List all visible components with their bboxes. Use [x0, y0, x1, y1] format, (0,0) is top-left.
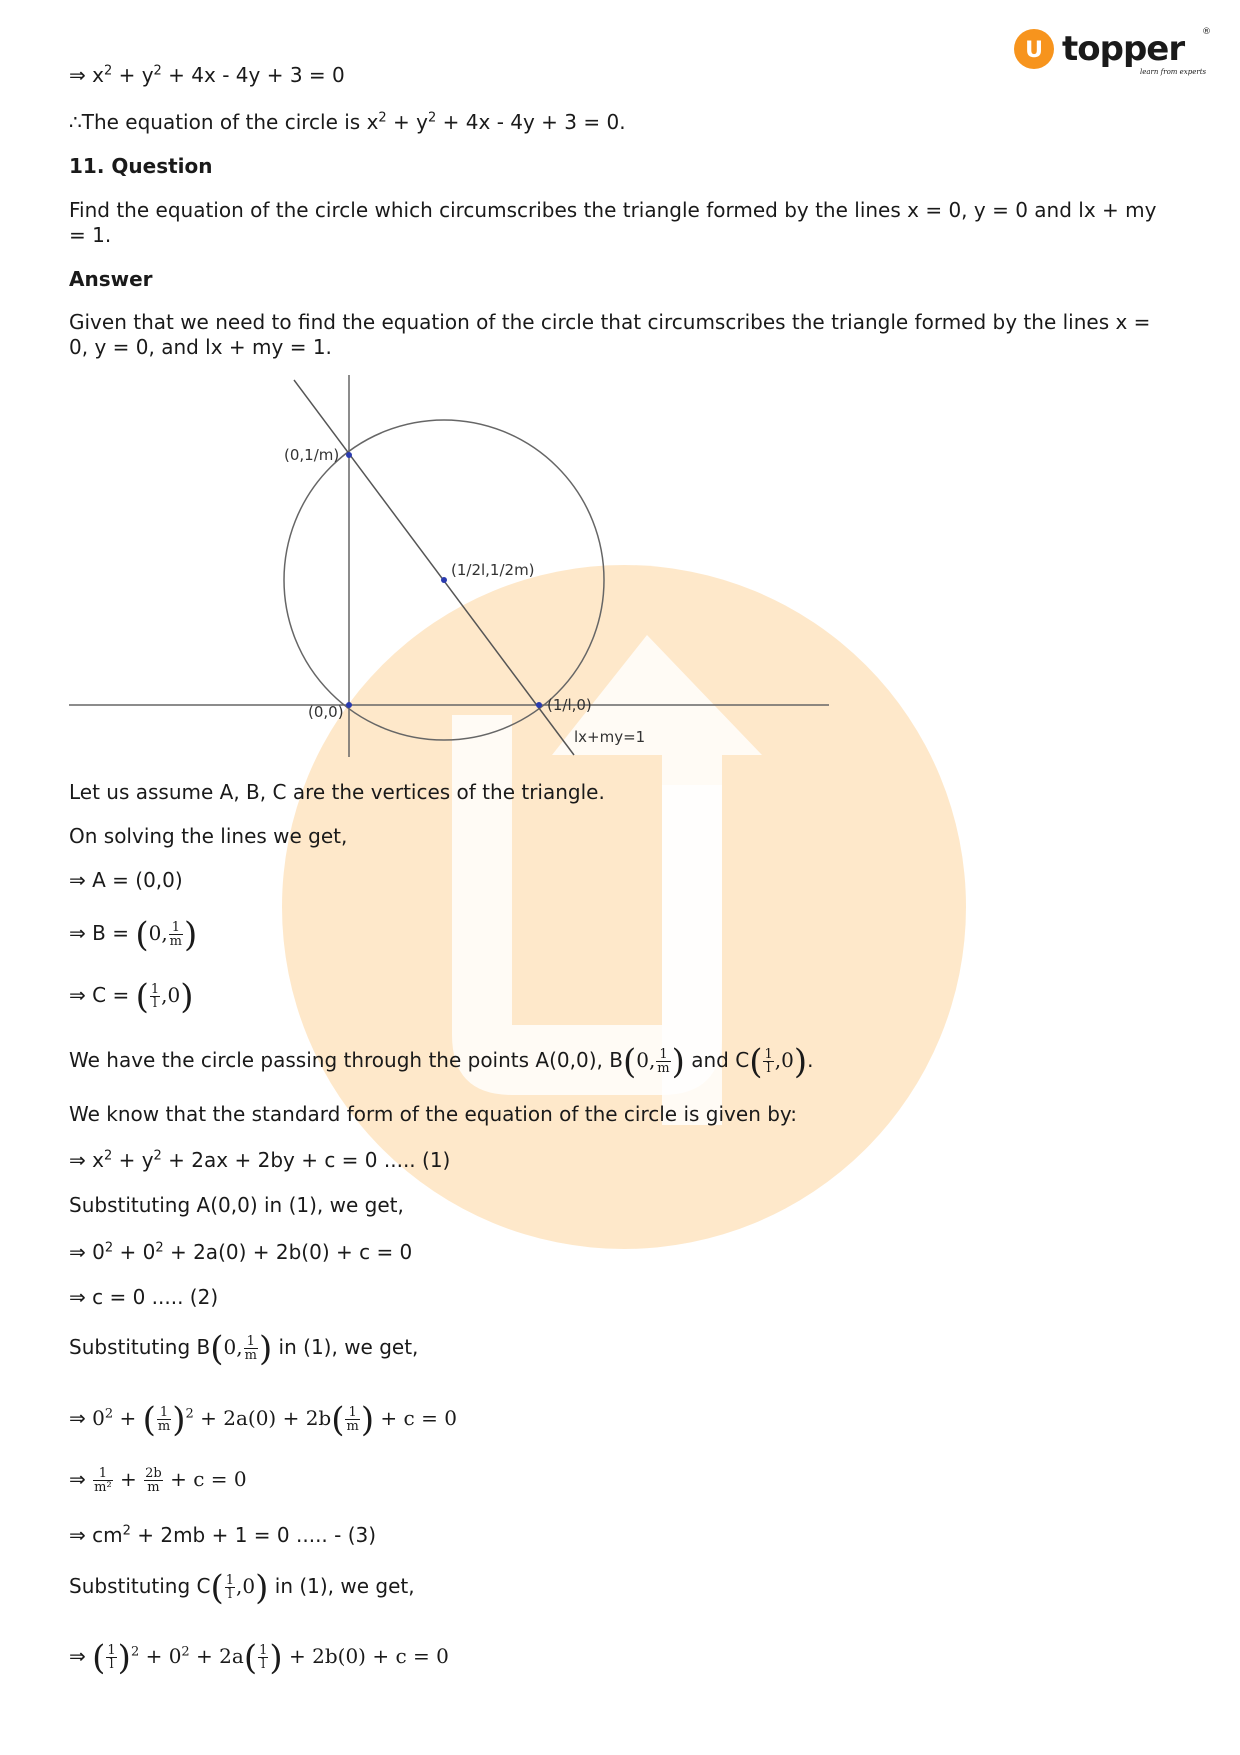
vertex-c: ⇒ C = ( $\frac{1}{l}$ ,0)	[69, 976, 194, 1017]
passing-points-text: We have the circle passing through the points A(0,0), B(0, $\frac{1}{m}$ ) and C( $\frac{1}{l}$ ,0).	[69, 1041, 814, 1082]
substitute-a-text: Substituting A(0,0) in (1), we get,	[69, 1193, 404, 1217]
fraction: $\frac{1}{m}$	[169, 920, 182, 949]
question-text: Find the equation of the circle which circumscribes the triangle formed by the lines x = 0, y = 0 and lx + my = 1.	[69, 198, 1157, 247]
fraction: $\frac{1}{l}$	[150, 982, 160, 1011]
equation-2: ⇒ c = 0 ..... (2)	[69, 1285, 219, 1309]
assume-text: Let us assume A, B, C are the vertices of the triangle.	[69, 780, 605, 804]
logo-name: topper	[1062, 29, 1185, 69]
vertex-b: ⇒ B = (0, $\frac{1}{m}$ )	[69, 914, 198, 955]
standard-form-text: We know that the standard form of the equation of the circle is given by:	[69, 1102, 798, 1126]
point-a	[346, 702, 352, 708]
conclusion-line: ∴The equation of the circle is $x^2 + y^2 + 4x - 4y + 3 = 0$.	[69, 110, 626, 134]
equation-line: ⇒ $x^2 + y^2 + 4x - 4y + 3 = 0$	[69, 63, 345, 87]
answer-intro: Given that we need to find the equation of the circle that circumscribes the triangle formed by the lines x = 0, y = 0, and lx + my = 1.	[69, 310, 1151, 359]
point-center	[441, 577, 447, 583]
point-b	[346, 452, 352, 458]
point-c	[536, 702, 542, 708]
label-line: lx+my=1	[574, 728, 646, 746]
brand-logo	[1012, 22, 1212, 82]
equation-3: ⇒ $cm^2 + 2mb + 1 = 0$ ..... - (3)	[69, 1523, 377, 1547]
substitute-b-text: Substituting B(0, $\frac{1}{m}$ ) in (1), we get,	[69, 1328, 419, 1369]
vertex-a: ⇒ A = (0,0)	[69, 868, 183, 892]
answer-heading: Answer	[69, 267, 153, 291]
logo-letter: U	[1025, 38, 1043, 63]
substitute-c-text: Substituting C( $\frac{1}{l}$ ,0) in (1), we get,	[69, 1567, 415, 1608]
label-b: (0,1/m)	[284, 446, 340, 464]
logo-tagline: learn from experts	[1140, 68, 1207, 76]
circle-triangle-figure	[69, 375, 829, 765]
solving-text: On solving the lines we get,	[69, 824, 348, 848]
substitute-b-equation: ⇒ $0^2$ + ( $\frac{1}{m}$ )$^2$ + 2a(0) + 2b( $\frac{1}{m}$ ) + c = 0	[69, 1399, 457, 1440]
equation-1: ⇒ $x^2 + y^2 + 2ax + 2by + c = 0$ ..... (1)	[69, 1148, 451, 1172]
label-a: (0,0)	[308, 703, 344, 721]
substitute-a-equation: ⇒ $0^2 + 0^2 + 2a(0) + 2b(0) + c = 0$	[69, 1240, 413, 1264]
question-heading: 11. Question	[69, 154, 213, 178]
label-center: (1/2l,1/2m)	[451, 561, 535, 579]
simplified-b-equation: ⇒ $\frac{1}{\text{m²}}$ + $\frac{2b}{m}$ + c = 0	[69, 1466, 247, 1495]
logo-registered: ®	[1202, 27, 1211, 37]
label-c: (1/l,0)	[547, 696, 592, 714]
substitute-c-equation: ⇒ ( $\frac{1}{l}$ )$^2 + 0^2 + 2a$( $\frac{1}{l}$ ) + 2b(0) + c = 0	[69, 1637, 449, 1678]
